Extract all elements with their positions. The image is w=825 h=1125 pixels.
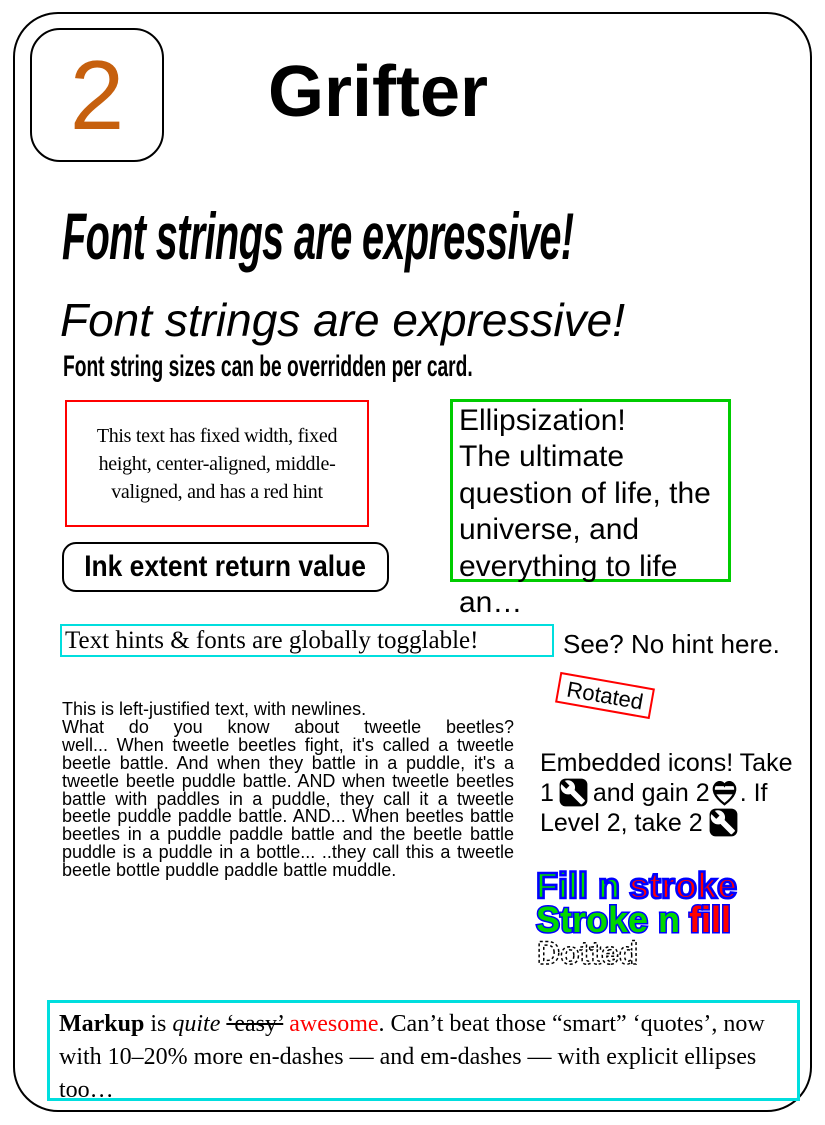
fixed-text-box — [65, 400, 369, 527]
paragraph-question: What do you know about tweetle beetles? — [62, 716, 514, 737]
fixed-text-line: This text has fixed width, fixed — [96, 424, 338, 447]
embedded-line-2-mid: and gain 2 — [592, 779, 710, 807]
embedded-line-1: Embedded icons! Take — [540, 749, 793, 777]
stroke-demo — [534, 868, 794, 974]
dotted-text: Dotted — [537, 935, 639, 971]
paragraph-body: well... When tweetle beetles fight, it's called a tweetle beetle battle. And when they battle in a puddle, it's a tweetle beetle puddle battle. AND when tweetle beetles battle with paddles in a puddle, they call it a tweetle beetle puddle paddle battle. AND... When beetles battle beetles in a puddle paddle battle and the beetle battle puddle is a puddle in a bottle... ..they call this a tweetle beetle bottle puddle paddle battle muddle. — [62, 734, 514, 881]
embedded-line-2 — [540, 778, 792, 808]
embedded-line-2-pre: 1 — [540, 779, 554, 807]
heart-icon — [710, 778, 739, 807]
ellipsis-line: question of life, the — [459, 476, 711, 510]
fill-n-stroke-red: stroke — [629, 868, 738, 906]
level-badge — [30, 28, 164, 162]
card-title: Grifter — [268, 52, 489, 132]
ink-extent-label: Ink extent return value — [84, 550, 367, 583]
markup-plain-1: is — [144, 1011, 173, 1037]
level-number: 2 — [69, 40, 125, 150]
markup-tail: . Can’t beat those “smart” ‘quotes’, now with 10–20% more en-dashes — and em-dashes — with explicit ellipses too… — [59, 1011, 765, 1103]
wrench-icon — [559, 778, 588, 807]
ink-extent-box — [62, 542, 389, 592]
hint-toggle-text: Text hints & fonts are globally togglable! — [65, 626, 479, 654]
font-size-note: Font string sizes can be overridden per card. — [63, 350, 473, 383]
beetle-paragraph — [62, 701, 514, 880]
ellipsis-line: The ultimate — [459, 440, 625, 474]
stroke-n-fill-text — [536, 899, 731, 940]
markup-bold: Markup — [59, 1011, 145, 1037]
markup-italic: quite — [172, 1011, 221, 1037]
paragraph-intro: This is left-justified text, with newlines. — [62, 699, 367, 719]
ellipsis-box — [450, 399, 731, 620]
markup-strike: ‘easy’ — [226, 1011, 284, 1037]
embedded-line-3 — [540, 808, 792, 838]
ellipsis-line: everything to life an… — [459, 549, 678, 620]
rotated-text: Rotated — [564, 676, 646, 715]
hint-toggle-box — [60, 624, 554, 657]
no-hint-text: See? No hint here. — [563, 629, 780, 659]
stroke-n-fill-green: Stroke n — [536, 899, 681, 940]
embedded-icons-text — [540, 748, 792, 838]
embedded-line-2-post: . If — [739, 779, 768, 807]
ellipsis-line: Ellipsization! — [459, 404, 626, 437]
wrench-icon — [709, 808, 738, 837]
markup-box — [47, 1000, 800, 1101]
stroke-n-fill-red: fill — [689, 899, 732, 940]
embedded-line-3-text: Level 2, take 2 — [540, 809, 703, 837]
markup-red: awesome — [289, 1011, 379, 1037]
fixed-text-line: valigned, and has a red hint — [111, 480, 323, 503]
fixed-text-line: height, center-aligned, middle- — [98, 452, 336, 475]
ellipsis-line: universe, and — [459, 513, 640, 547]
fill-n-stroke-green: Fill n — [536, 868, 620, 906]
font-demo-italic: Font strings are expressive! — [60, 294, 626, 346]
font-demo-condensed: Font strings are expressive! — [62, 199, 574, 273]
